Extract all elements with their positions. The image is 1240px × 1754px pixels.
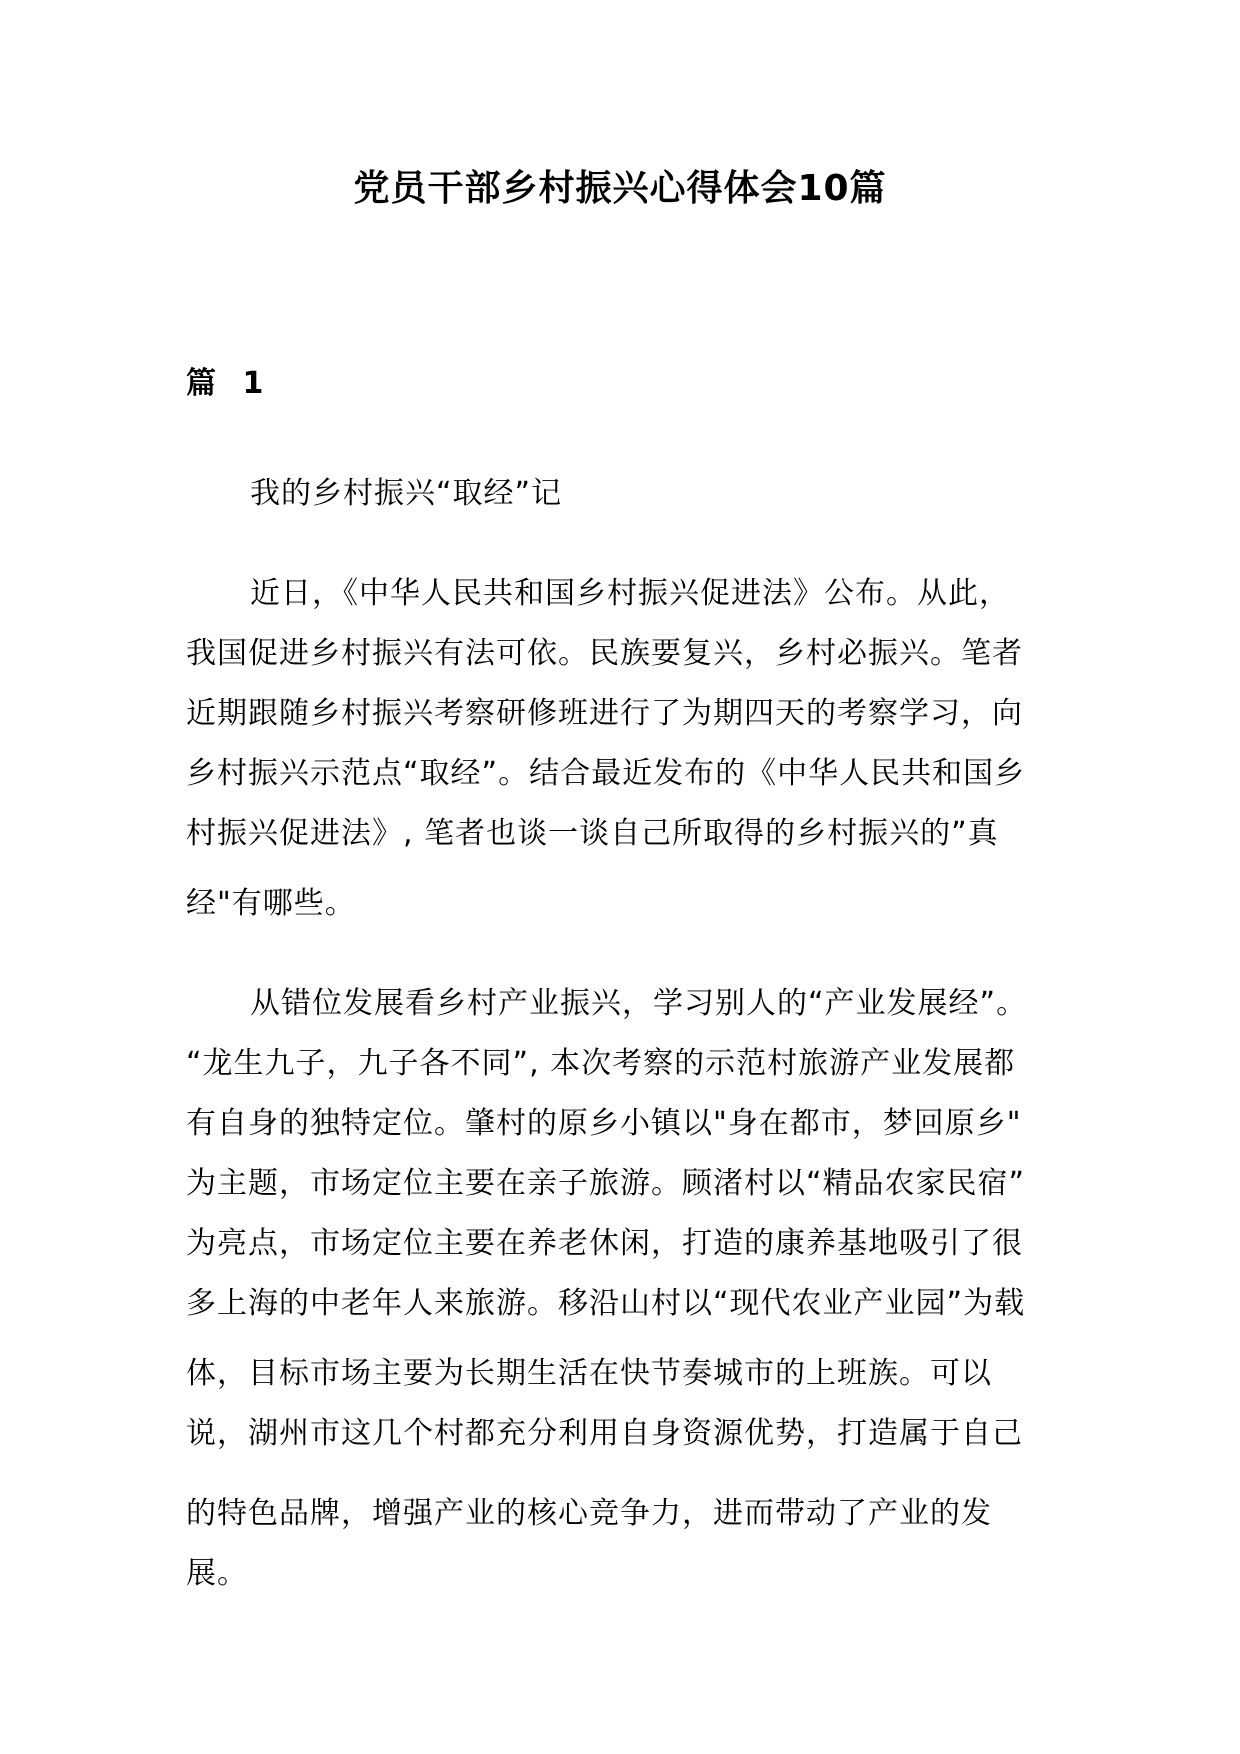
paragraph-1-line: 近期跟随乡村振兴考察研修班进行了为期四天的考察学习，向 [186, 696, 1023, 731]
paragraph-2-line: 有自身的独特定位。肇村的原乡小镇以"身在都市，梦回原乡" [186, 1106, 1022, 1141]
section-heading: 篇 1 [186, 366, 272, 401]
paragraph-2-line: 多上海的中老年人来旅游。移沿山村以“现代农业产业园”为载 [186, 1286, 1026, 1321]
paragraph-2-line: 说，湖州市这几个村都充分利用自身资源优势，打造属于自己 [186, 1416, 1023, 1451]
section-subtitle: 我的乡村振兴“取经”记 [250, 476, 563, 511]
paragraph-2-line: 展。 [186, 1556, 248, 1591]
paragraph-1-line: 经"有哪些。 [186, 886, 356, 921]
paragraph-1-line: 乡村振兴示范点“取经”。结合最近发布的《中华人民共和国乡 [186, 756, 1026, 791]
paragraph-1-line: 近日，《中华人民共和国乡村振兴促进法》公布。从此， [250, 576, 1010, 611]
paragraph-2-line: 为亮点，市场定位主要在养老休闲，打造的康养基地吸引了很 [186, 1226, 1023, 1261]
paragraph-1-line: 村振兴促进法》, 笔者也谈一谈自己所取得的乡村振兴的”真 [186, 816, 999, 851]
paragraph-1-line: 我国促进乡村振兴有法可依。民族要复兴，乡村必振兴。笔者 [186, 636, 1023, 671]
paragraph-2-line: 从错位发展看乡村产业振兴，学习别人的“产业发展经”。 [250, 986, 1028, 1021]
paragraph-2-line: 体，目标市场主要为长期生活在快节奏城市的上班族。可以 [186, 1356, 992, 1391]
document-title: 党员干部乡村振兴心得体会10篇 [353, 168, 887, 209]
paragraph-2-line: 为主题，市场定位主要在亲子旅游。顾渚村以“精品农家民宿” [186, 1166, 1026, 1201]
paragraph-2-line: “龙生九子，九子各不同”, 本次考察的示范村旅游产业发展都 [186, 1046, 1016, 1081]
paragraph-2-line: 的特色品牌，增强产业的核心竞争力，进而带动了产业的发 [186, 1496, 992, 1531]
